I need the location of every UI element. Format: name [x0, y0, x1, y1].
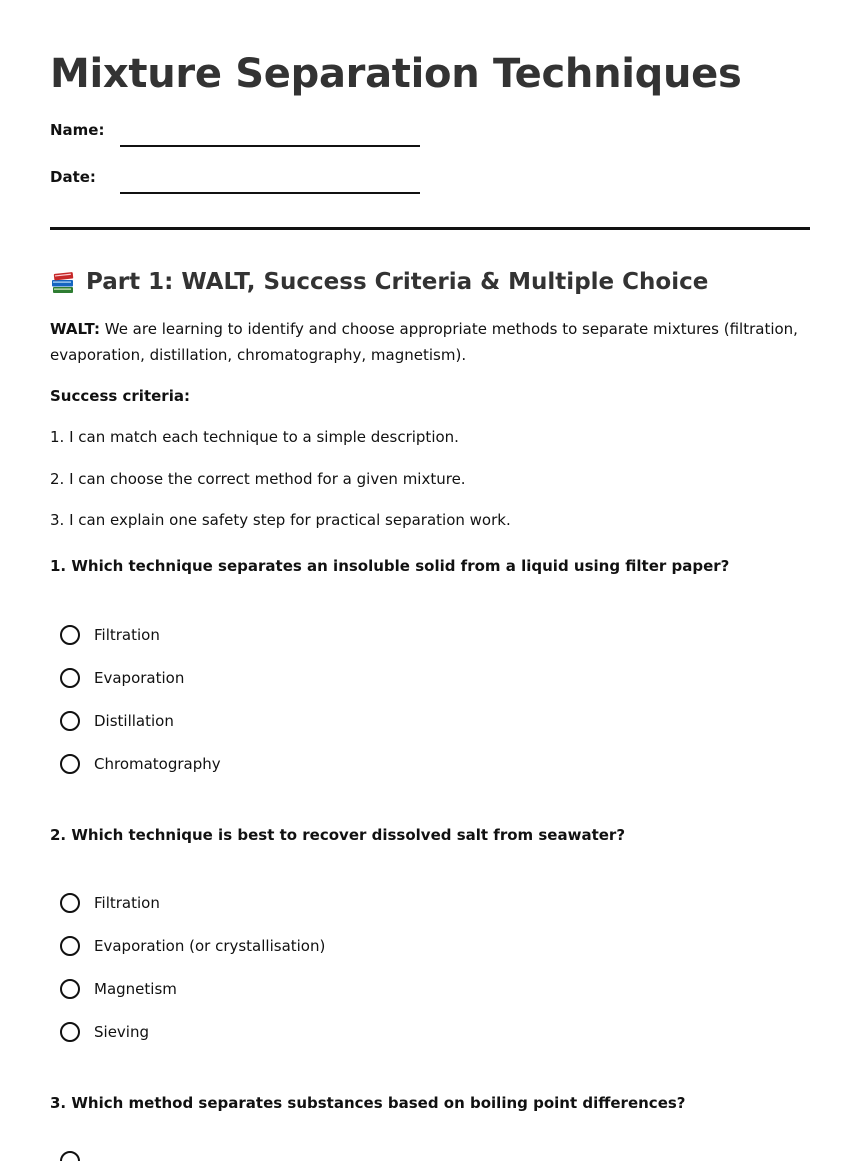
- option-label: Filtration: [94, 894, 160, 912]
- books-icon: [50, 269, 76, 295]
- page-title: Mixture Separation Techniques: [50, 51, 742, 97]
- radio-button[interactable]: [60, 668, 80, 688]
- q3-option[interactable]: [60, 1148, 94, 1161]
- question-3-text: 3. Which method separates substances based on boiling point differences?: [50, 1094, 686, 1112]
- option-label: Chromatography: [94, 755, 221, 773]
- q1-option-chromatography[interactable]: [60, 751, 221, 777]
- name-field[interactable]: [120, 145, 420, 147]
- radio-button[interactable]: [60, 754, 80, 774]
- radio-button[interactable]: [60, 893, 80, 913]
- date-field[interactable]: [120, 192, 420, 194]
- criterion-item: 2. I can choose the correct method for a given mixture.: [50, 470, 466, 488]
- date-field-row: [50, 167, 450, 195]
- walt-text: We are learning to identify and choose appropriate methods to separate mixtures (filtration, evaporation, distillation, chromatography, magnetism).: [50, 320, 798, 364]
- q2-option-evaporation[interactable]: [60, 933, 325, 959]
- criterion-item: 1. I can match each technique to a simple description.: [50, 428, 459, 446]
- option-label: Evaporation: [94, 669, 185, 687]
- walt-label: WALT:: [50, 320, 100, 338]
- radio-button[interactable]: [60, 1151, 80, 1161]
- radio-button[interactable]: [60, 936, 80, 956]
- option-label: Evaporation (or crystallisation): [94, 937, 326, 955]
- q2-option-filtration[interactable]: [60, 890, 160, 916]
- radio-button[interactable]: [60, 711, 80, 731]
- name-label: Name:: [50, 121, 105, 139]
- success-criteria-heading: Success criteria:: [50, 387, 190, 405]
- question-2-text: 2. Which technique is best to recover dissolved salt from seawater?: [50, 826, 626, 844]
- walt-paragraph: [50, 316, 810, 368]
- q1-option-distillation[interactable]: [60, 708, 174, 734]
- question-1-text: 1. Which technique separates an insoluble solid from a liquid using filter paper?: [50, 557, 730, 575]
- option-label: Distillation: [94, 712, 174, 730]
- part1-heading-text: Part 1: WALT, Success Criteria & Multiple Choice: [86, 269, 709, 295]
- name-field-row: [50, 120, 450, 148]
- option-label: Filtration: [94, 626, 160, 644]
- q1-option-filtration[interactable]: [60, 622, 160, 648]
- q2-option-magnetism[interactable]: [60, 976, 177, 1002]
- section-divider: [50, 227, 810, 230]
- q2-option-sieving[interactable]: [60, 1019, 149, 1045]
- date-label: Date:: [50, 168, 96, 186]
- option-label: Magnetism: [94, 980, 177, 998]
- q1-option-evaporation[interactable]: [60, 665, 184, 691]
- part1-heading: [50, 266, 708, 298]
- criterion-item: 3. I can explain one safety step for practical separation work.: [50, 511, 511, 529]
- radio-button[interactable]: [60, 625, 80, 645]
- option-label: Sieving: [94, 1023, 149, 1041]
- radio-button[interactable]: [60, 1022, 80, 1042]
- radio-button[interactable]: [60, 979, 80, 999]
